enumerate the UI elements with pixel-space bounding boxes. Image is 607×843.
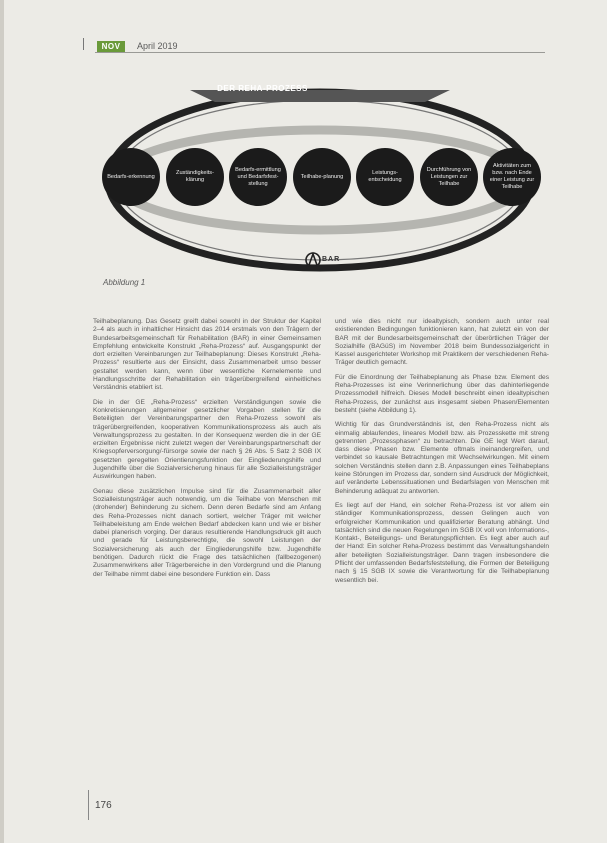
- step-leistungsentscheidung: Leistungs-entscheidung: [356, 148, 414, 206]
- paragraph: Die in der GE „Reha-Prozess“ erzielten Verständigungen sowie die Konkretisierungen allgemeiner gesetzlicher Vorgaben stellen für die Beteiligten der Vereinbarungspartner den Reha-Prozess sowohl als trägerübergreifenden, kooperativen Kommunikationsprozess als auch als Verwaltungsprozess zu gestalten. In der Konsequenz werden die in der GE erzielten Ergebnisse nicht zuletzt wegen der Vereinbarungspartnerschaft der Kriegsopferversorgung/-fürsorge sowie der nach § 26 Abs. 5 Satz 2 SGB IX gesetzten geregelten Orientierungsfunktion der Eingliederungshilfe und Jugendhilfe über die Sozialversicherung hinaus für alle Sozialleistungsträger Auswirkungen haben.: [93, 398, 321, 481]
- figure-caption: Abbildung 1: [103, 278, 146, 287]
- paragraph: Teilhabeplanung. Das Gesetz greift dabei sowohl in der Struktur der Kapitel 2–4 als auch in inhaltlicher Hinsicht das 2014 erstmals von den Trägern der Bundesarbeitsgemeinschaft für Rehabilitation (BAR) in einer Gemeinsamen Empfehlung entwickelte Konstrukt „Reha-Prozess“ auf. Ausgangspunkt der dort erzielten Vereinbarungen zur Teilhabeplanung: Dieses Konstrukt „Reha-Prozess“ resultierte aus der Einsicht, dass Zusammenarbeit umso besser gestaltet werden kann, wenn über wesentliche Kernelemente und Handlungsschritte der Rehabilitation ein trägerübergreifend einheitliches Verständnis etabliert ist.: [93, 318, 321, 392]
- step-bedarfsermittlung: Bedarfs-ermittlung und Bedarfsfest-stellung: [229, 148, 287, 206]
- step-aktivitaeten-nach-ende: Aktivitäten zum bzw. nach Ende einer Leistung zur Teilhabe: [483, 148, 541, 206]
- page-number: 176: [95, 800, 112, 811]
- step-teilhabeplanung: Teilhabe-planung: [293, 148, 351, 206]
- paragraph: Es liegt auf der Hand, ein solcher Reha-Prozess ist vor allem ein ständiger Kommunikationsprozess, dessen Gelingen auch von erfolgreicher Kommunikation und qualifizierter Beratung abhängt. Und tatsächlich sind die neuen Regelungen im SGB IX voll von Informations-, Kontakt-, Beteiligungs- und Beratungspflichten. Es liegt aber auch auf der Hand: Ein solcher Reha-Prozess bestimmt das Verwaltungshandeln aller beteiligten Sozialleistungsträger. Dann tragen insbesondere die Pflicht der umfassenden Bedarfsfeststellung, die Formen der Beteiligung nach § 15 SGB IX sowie die Verantwortung für die Teilhabeplanung wesentlich bei.: [335, 501, 549, 584]
- footer-divider: [88, 790, 89, 820]
- paragraph: Genau diese zusätzlichen Impulse sind für die Zusammenarbeit aller Sozialleistungsträger auch notwendig, um die Teilhabe von Menschen mit (drohender) Behinderung zu sichern. Denn deren Bedarfe sind am Anfang des Reha-Prozesses nicht danach sortiert, welcher Träger mit welcher Teilhabeleistung am Ende welchen Bedarf abdecken kann und wie er bisher dabei planerisch vorging. Der daraus resultierende Handlungsdruck gilt auch und gerade für Leistungsberechtigte, die sowohl Leistungen der Sozialversicherung als auch der Eingliederungshilfe bzw. Jugendhilfe benötigen. Dadurch rückt die Frage des tatsächlichen (fallbezogenen) Zusammenwirkens aller Trägerbereiche in den Vordergrund und die Planung der Teilhabe nimmt dabei eine besondere Funktion ein. Dass: [93, 487, 321, 578]
- text-column-left: [93, 318, 321, 585]
- bar-logo-icon: [305, 251, 321, 269]
- journal-badge: NOV: [97, 41, 125, 52]
- crop-mark: [83, 38, 84, 50]
- issue-date: April 2019: [137, 41, 178, 51]
- header-divider: [95, 52, 545, 53]
- text-column-right: [335, 318, 549, 591]
- paragraph: und wie dies nicht nur idealtypisch, sondern auch unter real existierenden Bedingungen funktionieren kann, hat zuletzt ein von der BAR mit der Bundesarbeitsgemeinschaft der überörtlichen Träger der Sozialhilfe (BAGüS) im November 2018 beim Bundessozialgericht in Kassel ausgerichteter Workshop mit Praktikern der verschiedenen Reha-Träger deutlich gemacht.: [335, 318, 549, 367]
- step-durchfuehrung: Durchführung von Leistungen zur Teilhabe: [420, 148, 478, 206]
- bar-logo-text: BAR: [322, 256, 341, 263]
- paragraph: Für die Einordnung der Teilhabeplanung als Phase bzw. Element des Reha-Prozesses ist eine Verinnerlichung über das dahinterliegende Prozessmodell hilfreich. Dieses Modell beschreibt einen idealtypischen Reha-Prozess, der zunächst aus insgesamt sieben Phasen/Elementen besteht (siehe Abbildung 1).: [335, 373, 549, 414]
- diagram-title: DER REHA-PROZESS: [217, 84, 308, 93]
- scan-shadow: [0, 0, 4, 843]
- step-bedarfserkennung: Bedarfs-erkennung: [102, 148, 160, 206]
- step-zustaendigkeitsklaerung: Zuständigkeits-klärung: [166, 148, 224, 206]
- paragraph: Wichtig für das Grundverständnis ist, den Reha-Prozess nicht als einmalig ablaufendes, lineares Modell bzw. als Prozesskette mit streng getrennten „Prozessphasen“ zu betrachten. Die GE legt Wert darauf, dass diese Phasen bzw. Elemente oftmals ineinandergreifen, und verbindet so kausale Betrachtungen mit Wechselwirkungen. Mit einem solchen Verständnis stellen dann z.B. Anpassungen eines Teilhabeplans keine Störungen im Prozess dar, sondern sind Ausdruck der Möglichkeit, auf veränderte Lebenssituationen und Bedarfslagen von Menschen mit Behinderung adäquat zu antworten.: [335, 421, 549, 495]
